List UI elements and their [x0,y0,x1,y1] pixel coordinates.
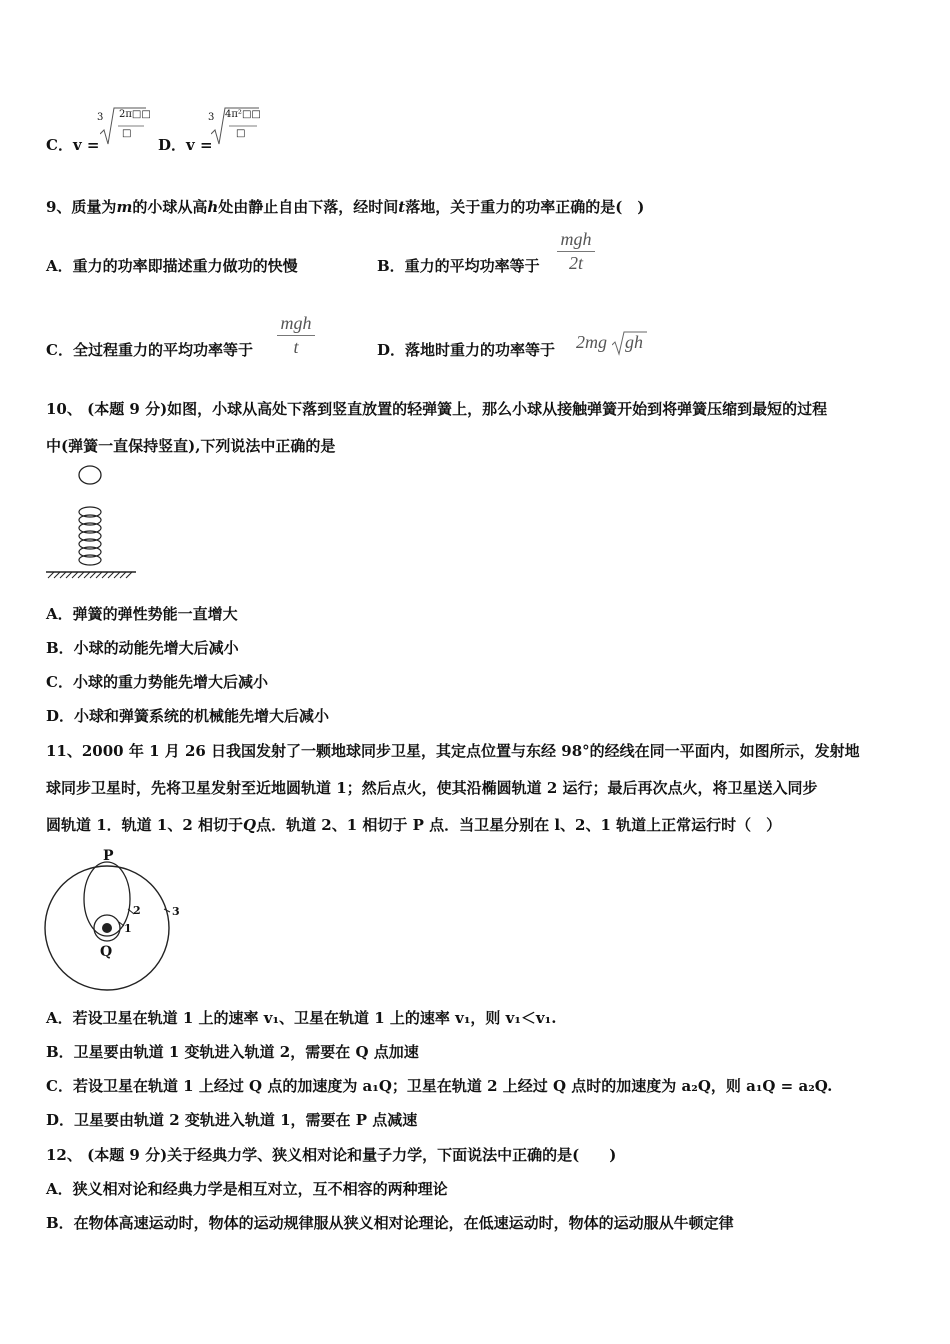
q8-c-root-index: 3 [97,112,104,123]
q11-stem-line2: 球同步卫星时，先将卫星发射至近地圆轨道 1；然后点火，使其沿椭圆轨道 2 运行；最后再次点火，将卫星送入同步 [46,779,818,797]
q9-d-root-content: gh [625,332,643,352]
orbit-label-p: P [103,848,114,864]
q8-c-denominator: □ [122,128,132,139]
q11-option-d: D．卫星要由轨道 2 变轨进入轨道 1，需要在 P 点减速 [46,1111,418,1129]
q11-option-b: B．卫星要由轨道 1 变轨进入轨道 2，需要在 Q 点加速 [46,1043,419,1061]
q9-option-b: B．重力的平均功率等于 [377,257,540,275]
q9-option-d: D．落地时重力的功率等于 [377,341,556,359]
q8-option-d: D．v = [158,136,213,154]
q8-d-root-index: 3 [208,112,215,123]
q9-d-expression: 2mg [576,332,607,352]
q10-option-c: C．小球的重力势能先增大后减小 [46,673,268,691]
q10-stem-line2: 中(弹簧一直保持竖直),下列说法中正确的是 [46,437,336,455]
orbit-label-1: 1 [124,922,132,935]
q10-option-d: D．小球和弹簧系统的机械能先增大后减小 [46,707,330,725]
q10-stem-line1: 10、 (本题 9 分)如图，小球从高处下落到竖直放置的轻弹簧上，那么小球从接触弹簧开始到将弹簧压缩到最短的过程 [46,400,828,418]
spring-ball-figure [44,462,140,582]
orbit-figure [40,846,190,996]
q9-c-fraction: mgh t [277,313,315,358]
q11-stem-line3: 圆轨道 1．轨道 1、2 相切于Q点．轨道 2、1 相切于 P 点．当卫星分别在 l、2、1 轨道上正常运行时（ ） [46,816,782,834]
q9-stem: 9、质量为m的小球从高h处由静止自由下落，经时间t落地，关于重力的功率正确的是( ) [46,198,645,216]
q12-stem: 12、 (本题 9 分)关于经典力学、狭义相对论和量子力学，下面说法中正确的是( ) [46,1146,617,1164]
q9-option-c: C．全过程重力的平均功率等于 [46,341,253,359]
q11-option-c: C．若设卫星在轨道 1 上经过 Q 点的加速度为 a₁Q；卫星在轨道 2 上经过 Q 点时的加速度为 a₂Q，则 a₁Q = a₂Q. [46,1077,833,1095]
q10-option-b: B．小球的动能先增大后减小 [46,639,239,657]
orbit-label-q: Q [100,944,113,960]
q8-d-numerator: 4π²□□ [225,109,261,120]
q8-d-denominator: □ [236,128,246,139]
q8-c-numerator: 2π□□ [119,109,151,120]
orbit-label-2: 2 [133,904,141,917]
q10-option-a: A．弹簧的弹性势能一直增大 [46,605,238,623]
orbit-label-3: 3 [172,905,180,918]
q11-stem-line1: 11、2000 年 1 月 26 日我国发射了一颗地球同步卫星，其定点位置与东经 98°的经线在同一平面内，如图所示，发射地 [46,742,860,760]
q12-option-b: B．在物体高速运动时，物体的运动规律服从狭义相对论理论，在低速运动时，物体的运动服从牛顿定律 [46,1214,734,1232]
q9-b-fraction: mgh 2t [557,229,595,274]
q9-option-a: A．重力的功率即描述重力做功的快慢 [46,257,298,275]
q8-option-c: C．v = [46,136,100,154]
q12-option-a: A．狭义相对论和经典力学是相互对立，互不相容的两种理论 [46,1180,448,1198]
q11-option-a: A．若设卫星在轨道 1 上的速率 v₁、卫星在轨道 1 上的速率 v₁，则 v₁＜v₁. [46,1009,557,1027]
